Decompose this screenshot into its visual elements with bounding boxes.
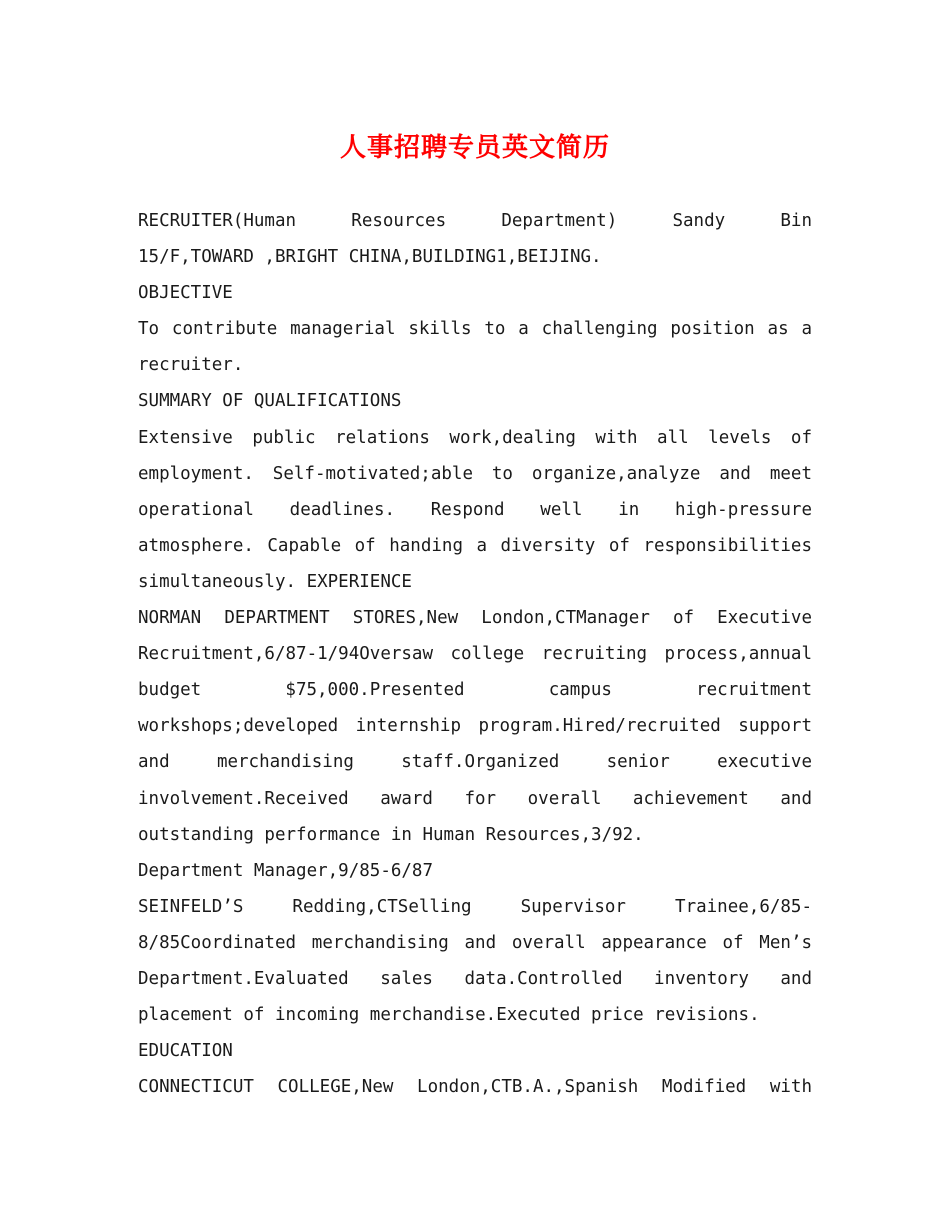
text-line: workshops;developed internship program.Hired/recruited support [138,716,812,737]
text-line: To contribute managerial skills to a challenging position as a [138,319,812,340]
text-line: Extensive public relations work,dealing with all levels of [138,427,812,448]
text-line: involvement.Received award for overall achievement and [138,788,812,809]
text-line: NORMAN DEPARTMENT STORES,New London,CTManager of Executive [138,608,812,629]
text-line: operational deadlines. Respond well in high-pressure [138,499,812,520]
text-line: Department Manager,9/85-6/87 [138,860,434,881]
text-line: Department.Evaluated sales data.Controlled inventory and [138,968,812,989]
page-title: 人事招聘专员英文简历 [339,133,610,163]
text-line: 8/85Coordinated merchandising and overall appearance of Men’s [138,932,812,953]
text-line: 15/F,TOWARD ,BRIGHT CHINA,BUILDING1,BEIJING. [138,247,602,268]
text-line: simultaneously. EXPERIENCE [138,571,412,592]
text-line: RECRUITER(Human Resources Department) Sandy Bin [138,211,812,231]
resume-body [138,203,812,1105]
text-line: recruiter. [138,355,244,376]
text-line: atmosphere. Capable of handing a diversity of responsibilities [138,535,812,556]
text-line: Recruitment,6/87-1/94Oversaw college recruiting process,annual [138,644,812,665]
text-line: OBJECTIVE [138,283,233,304]
text-line: and merchandising staff.Organized senior executive [138,752,812,773]
text-line: placement of incoming merchandise.Executed price revisions. [138,1005,760,1026]
text-line: CONNECTICUT COLLEGE,New London,CTB.A.,Spanish Modified with [138,1077,812,1098]
text-line: budget $75,000.Presented campus recruitment [138,680,812,701]
text-line: employment. Self-motivated;able to organize,analyze and meet [138,463,812,484]
text-line: SUMMARY OF QUALIFICATIONS [138,391,402,412]
text-line: SEINFELD’S Redding,CTSelling Supervisor Trainee,6/85- [138,896,812,917]
text-line: outstanding performance in Human Resources,3/92. [138,824,644,845]
text-line: EDUCATION [138,1041,233,1062]
